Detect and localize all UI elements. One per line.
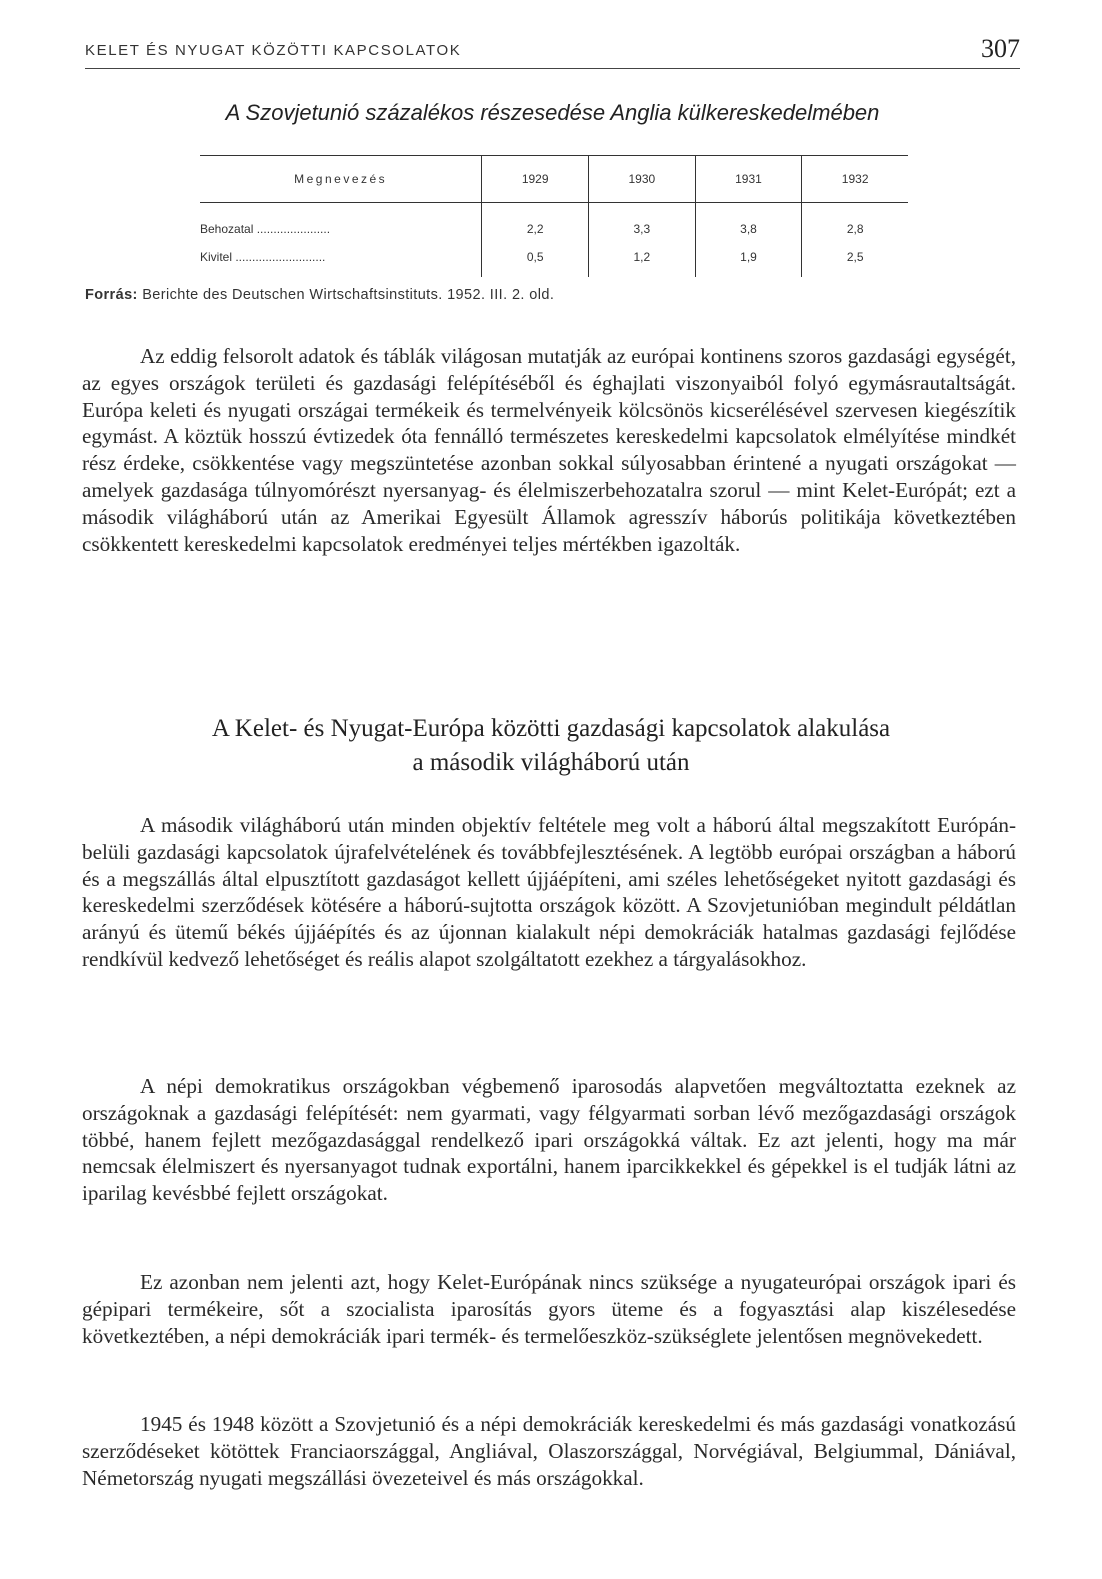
running-title: KELET ÉS NYUGAT KÖZÖTTI KAPCSOLATOK <box>85 42 462 59</box>
row-label: Behozatal ...................... <box>200 222 331 236</box>
table-cell: 2,5 <box>802 243 908 277</box>
source-text: Berichte des Deutschen Wirtschaftsinstituts. 1952. III. 2. old. <box>142 287 555 303</box>
column-header-year: 1930 <box>589 156 696 203</box>
column-header-year: 1929 <box>482 156 589 203</box>
table-cell: 3,8 <box>695 203 802 244</box>
source-label: Forrás: <box>85 287 138 303</box>
trade-share-table <box>200 155 908 277</box>
body-paragraph: A népi demokratikus országokban végbemenő iparosodás alapvetően megváltoztatta ezeknek az országoknak a gazdasági felépítését: nem gyarmati, vagy félgyarmati sorban lévő mezőgazdasági országok többé, hanem fejlett mezőgazdasággal rendelkező ipari országokká váltak. Ez azt jelenti, hogy ma már nemcsak élelmiszert és nyersanyagot tudnak exportálni, hanem iparcikkekkel és gépekkel is el tudják látni az iparilag kevésbbé fejlett országokat. <box>82 1074 1016 1206</box>
page-number: 307 <box>981 34 1020 63</box>
table-row <box>200 203 908 244</box>
row-label: Kivitel ........................... <box>200 250 326 264</box>
section-heading-line: A Kelet- és Nyugat-Európa közötti gazdasági kapcsolatok alakulása <box>211 715 891 742</box>
table-cell: 2,2 <box>482 203 589 244</box>
running-header <box>85 36 1020 69</box>
body-paragraph: Ez azonban nem jelenti azt, hogy Kelet-Európának nincs szüksége a nyugateurópai országok ipari és gépipari termékeire, sőt a szocialista iparosítás gyors üteme és a fogyasztási alap kiszélesedése következtében, a népi demokráciák ipari termék- és termelőeszköz-szükséglete jelentősen megnövekedett. <box>82 1270 1016 1348</box>
section-heading <box>82 712 1020 780</box>
table-cell: 1,2 <box>589 243 696 277</box>
section-heading-line: a második világháború után <box>412 749 690 776</box>
column-header-year: 1931 <box>695 156 802 203</box>
body-paragraph: A második világháború után minden objektív feltétele meg volt a háború által megszakított Európán-belüli gazdasági kapcsolatok újrafelvételének és továbbfejlesztésének. A legtöbb európai országban a háború és a megszállás által elpusztított gazdaságot kellett újjáépíteni, ami széles lehetőségeket nyitott gazdasági és kereskedelmi szerződések kötésére a háború-sujtotta országok között. A Szovjetunióban megindult példátlan arányú és ütemű békés újjáépítés és az újonnan kialakult népi demokráciák hatalmas gazdasági fejlődése rendkívül kedvező lehetőséget és reális alapot szolgáltatott ezekhez a tárgyalásokhoz. <box>82 813 1016 971</box>
column-header-year: 1932 <box>802 156 908 203</box>
body-paragraph: Az eddig felsorolt adatok és táblák világosan mutatják az európai kontinens szoros gazdasági egységét, az egyes országok területi és gazdasági felépítéséből és éghajlati viszonyaiból folyó egymásrautaltságát. Európa keleti és nyugati országai termékeik és termelvényeik kölcsönös kicserélésével szervesen kiegészítik egymást. A köztük hosszú évtizedek óta fennálló természetes kereskedelmi kapcsolatok elmélyítése mindkét rész érdeke, csökkentése vagy megszüntetése azonban sokkal súlyosabban érintené a nyugati országokat — amelyek gazdasága túlnyomórészt nyersanyag- és élelmiszerbehozatalra szorul — mint Kelet-Európát; ezt a második világháború után az Amerikai Egyesült Államok agresszív háborús politikája következtében csökkentett kereskedelmi kapcsolatok eredményei teljes mértékben igazolták. <box>82 344 1016 556</box>
table-cell: 1,9 <box>695 243 802 277</box>
table-cell: 0,5 <box>482 243 589 277</box>
body-paragraph: 1945 és 1948 között a Szovjetunió és a népi demokráciák kereskedelmi és más gazdasági vonatkozású szerződéseket kötöttek Franciaországgal, Angliával, Olaszországgal, Norvégiával, Belgiummal, Dániával, Németország nyugati megszállási övezeteivel és más országokkal. <box>82 1412 1016 1490</box>
table-title: A Szovjetunió százalékos részesedése Anglia külkereskedelmében <box>225 100 880 125</box>
column-header-name: Megnevezés <box>200 156 482 203</box>
table-cell: 2,8 <box>802 203 908 244</box>
table-header-row <box>200 156 908 203</box>
table-cell: 3,3 <box>589 203 696 244</box>
table-source-note <box>85 287 1020 303</box>
table-row <box>200 243 908 277</box>
